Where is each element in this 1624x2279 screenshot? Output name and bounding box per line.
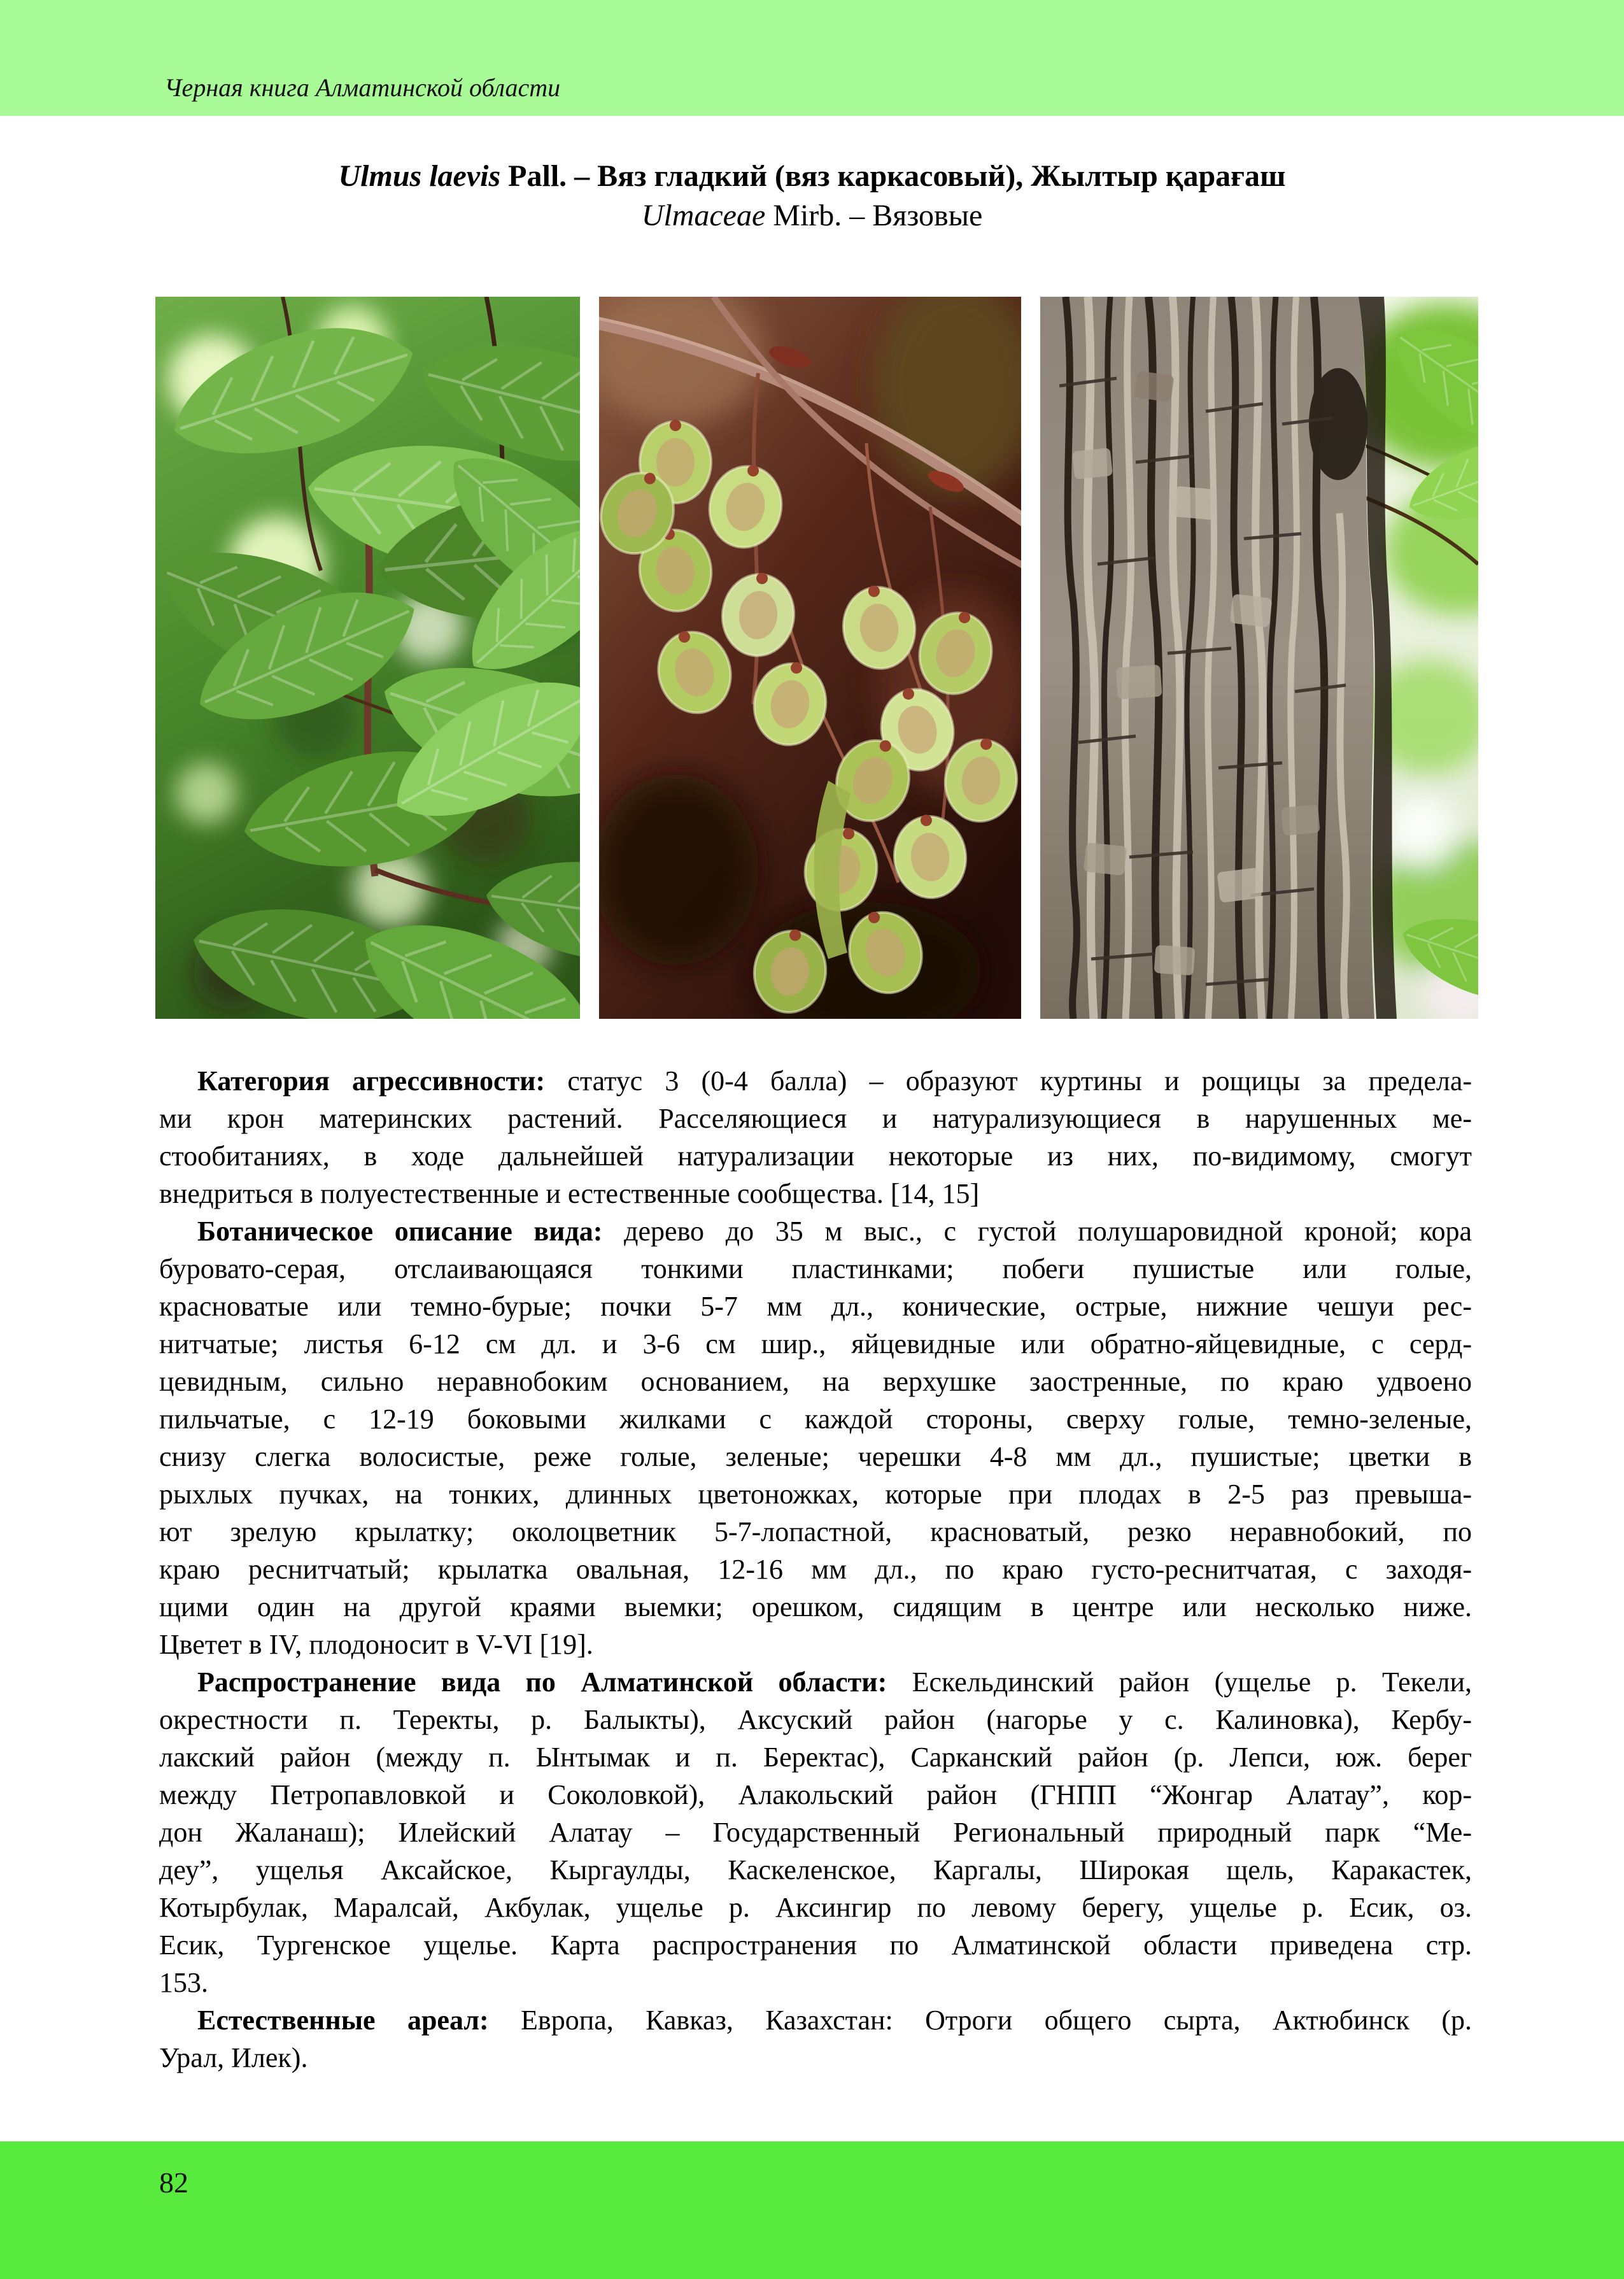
text-line [159, 1212, 1472, 1250]
page-title [0, 157, 1624, 236]
paragraph-botanical-description [159, 1212, 1472, 1663]
body-text [159, 1062, 1472, 2077]
elm-bark-photo [1040, 297, 1478, 1019]
text-line: стообитаниях, в ходе дальнейшей натурализации некоторые из них, по-видимому, смогут [159, 1140, 1472, 1172]
text-line: Цветет в IV, плодоносит в V-VI [19]. [159, 1629, 593, 1660]
elm-leaves-photo [155, 297, 580, 1019]
title-species-line [0, 157, 1624, 196]
page-number: 82 [159, 2166, 188, 2199]
paragraph-natural-range [159, 2001, 1472, 2077]
photos-row [155, 297, 1478, 1019]
paragraph-lead: Ботаническое описание вида: [197, 1216, 603, 1247]
paragraph-lead: Распространение вида по Алматинской области: [197, 1666, 887, 1698]
text-line: ми крон материнских растений. Расселяющиеся и натурализующиеся в нарушенных ме- [159, 1103, 1472, 1134]
text-line: нитчатые; листья 6-12 см дл. и 3-6 см шир., яйцевидные или обратно-яйцевидные, с серд- [159, 1328, 1472, 1360]
text-line: буровато-серая, отслаивающаяся тонкими пластинками; побеги пушистые или голые, [159, 1253, 1472, 1284]
text-line: ют зрелую крылатку; околоцветник 5-7-лопастной, красноватый, резко неравнобокий, по [159, 1516, 1472, 1547]
text-run: дерево до 35 м выс., с густой полушаровидной кроной; кора [602, 1216, 1472, 1247]
text-line: Котырбулак, Маралсай, Акбулак, ущелье р. Аксингир по левому берегу, ущелье р. Есик, оз. [159, 1892, 1472, 1923]
text-line [159, 2001, 1472, 2039]
paragraph-lead: Естественные ареал: [197, 2005, 489, 2036]
text-line: Урал, Илек). [159, 2042, 308, 2073]
header-bar [0, 0, 1624, 116]
text-run: Европа, Кавказ, Казахстан: Отроги общего сырта, Актюбинск (р. [488, 2005, 1472, 2036]
text-line: рыхлых пучках, на тонких, длинных цветоножках, которые при плодах в 2-5 раз превыша- [159, 1479, 1472, 1510]
family-latin-name: Ulmaceae [641, 199, 766, 232]
text-run: Ескельдинский район (ущелье р. Текели, [887, 1666, 1472, 1698]
running-title: Черная книга Алматинской области [164, 73, 561, 102]
text-line: Есик, Тургенское ущелье. Карта распространения по Алматинской области приведена стр. [159, 1929, 1472, 1961]
text-line: краю реснитчатый; крылатка овальная, 12-16 мм дл., по краю густо-реснитчатая, с заходя- [159, 1554, 1472, 1585]
text-line: 153. [159, 1967, 208, 1998]
paragraph-lead: Категория агрессивности: [197, 1065, 546, 1097]
text-line: деу”, ущелья Аксайское, Кыргаулды, Каскеленское, Каргалы, Широкая щель, Каракастек, [159, 1854, 1472, 1885]
species-latin-name: Ulmus laevis [338, 159, 501, 193]
text-line: дон Жаланаш); Илейский Алатау – Государственный Региональный природный парк “Ме- [159, 1817, 1472, 1848]
footer-bar [0, 2141, 1624, 2279]
elm-bark-image [1040, 297, 1478, 1019]
text-run: статус 3 (0-4 балла) – образуют куртины и рощицы за предела- [545, 1065, 1472, 1097]
text-line: пильчатые, с 12-19 боковыми жилками с каждой стороны, сверху голые, темно-зеленые, [159, 1403, 1472, 1435]
text-line [159, 1062, 1472, 1100]
paragraph-aggressiveness [159, 1062, 1472, 1212]
text-line: снизу слегка волосистые, реже голые, зеленые; черешки 4-8 мм дл., пушистые; цветки в [159, 1441, 1472, 1472]
text-line: красноватые или темно-бурые; почки 5-7 мм дл., конические, острые, нижние чешуи рес- [159, 1291, 1472, 1322]
text-line: щими один на другой краями выемки; орешком, сидящим в центре или несколько ниже. [159, 1591, 1472, 1622]
title-family-line [0, 196, 1624, 236]
text-line: цевидным, сильно неравнобоким основанием, на верхушке заостренные, по краю удвоено [159, 1366, 1472, 1397]
elm-samaras-image [599, 297, 1021, 1019]
elm-samaras-photo [599, 297, 1021, 1019]
elm-leaves-image [155, 297, 580, 1019]
text-line: окрестности п. Теректы, р. Балыкты), Аксуский район (нагорье у с. Калиновка), Кербу- [159, 1704, 1472, 1735]
text-line [159, 1663, 1472, 1701]
text-line: внедриться в полуестественные и естественные сообщества. [14, 15] [159, 1178, 980, 1209]
species-russian-name: Pall. – Вяз гладкий (вяз каркасовый), Жылтыр қарағаш [500, 159, 1286, 193]
family-russian-name: Mirb. – Вязовые [765, 199, 983, 232]
text-line: между Петропавловкой и Соколовкой), Алакольский район (ГНПП “Жонгар Алатау”, кор- [159, 1779, 1472, 1810]
paragraph-distribution [159, 1663, 1472, 2001]
text-line: лакский район (между п. Ынтымак и п. Беректас), Сарканский район (р. Лепси, юж. берег [159, 1742, 1472, 1773]
